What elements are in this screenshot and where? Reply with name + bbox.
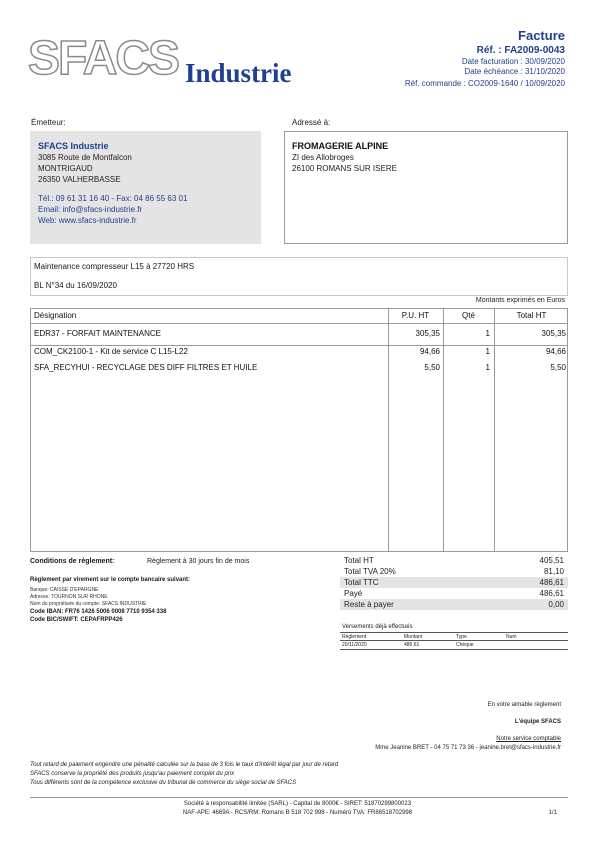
recipient-address-line: ZI des Allobroges: [292, 153, 354, 162]
invoice-date: Date facturation : 30/09/2020: [461, 57, 565, 66]
total-ttc-label: Total TTC: [344, 578, 379, 587]
table-row-designation: COM_CK2100-1 - Kit de service C L15-L22: [34, 347, 188, 356]
table-row-unit-price: 305,35: [415, 329, 440, 338]
accounting-service: Notre service comptable: [496, 736, 561, 742]
conditions-label: Conditions de règlement:: [30, 558, 115, 565]
total-tva-label: Total TVA 20%: [344, 567, 396, 576]
closing-greeting: En votre aimable règlement: [487, 702, 561, 708]
object-line: Maintenance compresseur L15 à 27720 HRS: [34, 262, 195, 271]
payments-title: Versements déjà effectués: [342, 624, 413, 630]
order-reference: Réf. commande : CO2009-1640 / 10/09/2020: [404, 79, 565, 88]
logo-industrie-text: Industrie: [185, 58, 292, 86]
sender-address-line: 26350 VALHERBASSE: [38, 175, 121, 184]
table-row-unit-price: 94,66: [419, 347, 440, 356]
table-row-designation: SFA_RECYHUI - RECYCLAGE DES DIFF FILTRES ET HUILE: [34, 363, 258, 372]
payments-header: [340, 633, 568, 641]
footer-registration-info: NAF-APE: 4669A - RCS/RM: Romans B 518 702 998 - Numéro TVA: FR86518702998: [182, 810, 413, 816]
total-tva-value: 81,10: [543, 567, 564, 576]
table-row-quantity: 1: [485, 347, 490, 356]
payment-conditions: [30, 556, 310, 624]
accounting-contact: Mme Jeanine BRET - 04 75 71 73 36 - jeanine.bret@sfacs-industrie.fr: [375, 745, 561, 751]
document-title: Facture: [518, 28, 565, 43]
header-total: Total HT: [516, 311, 547, 320]
sender-address-line: 3085 Route de Montfalcon: [38, 153, 132, 162]
payment-date: 20/11/2020: [342, 642, 367, 648]
signature-team: L'équipe SFACS: [514, 719, 561, 725]
company-logo: [28, 30, 318, 86]
header-designation: Désignation: [34, 311, 77, 320]
payments-made: [340, 624, 568, 650]
footer-company-info: Société à responsabilité limitée (SARL) - Capital de 8000€ - SIRET: 51870299800023: [183, 801, 412, 807]
sender-box: [30, 131, 261, 244]
total-ht-label: Total HT: [344, 556, 374, 565]
remaining-row: [340, 599, 568, 610]
bank-address: Adresse: TOURNON SUR RHONE: [30, 594, 108, 600]
due-date: Date échéance : 31/10/2020: [464, 67, 565, 76]
total-tva-row: [340, 566, 568, 577]
invoice-reference: Réf. : FA2009-0043: [476, 45, 565, 56]
page-number: 1/1: [548, 810, 557, 816]
account-owner: Nom du propriétaire du compte: SFACS INDUSTRIE: [30, 601, 147, 607]
payments-header-type: Type: [456, 634, 467, 640]
payments-row: [340, 641, 568, 649]
legal-line: SFACS conserve la propriété des produits jusqu'au paiement complet du prix: [30, 771, 235, 777]
totals-block: [340, 555, 568, 610]
legal-line: Tous différents sont de la compétence exclusive du tribunal de commerce du siège social de SFACS: [30, 780, 297, 786]
legal-line: Tout retard de paiement engendre une pénalité calculée sur la base de 3 fois le taux d'intérêt légal par jour de retard: [30, 762, 339, 768]
remaining-value: 0,00: [548, 600, 564, 609]
payments-header-reglement: Règlement: [342, 634, 367, 640]
table-row-total: 305,35: [541, 329, 566, 338]
sender-label: Émetteur:: [31, 118, 66, 127]
sender-name: SFACS Industrie: [38, 141, 109, 151]
payment-amount: 486,61: [404, 642, 420, 648]
sender-website[interactable]: Web: www.sfacs-industrie.fr: [38, 216, 137, 225]
table-row-designation: EDR37 - FORFAIT MAINTENANCE: [34, 329, 161, 338]
table-row-unit-price: 5,50: [424, 363, 440, 372]
paid-value: 486,61: [539, 589, 564, 598]
sender-address-line: MONTRIGAUD: [38, 164, 93, 173]
footer-divider: [30, 797, 568, 798]
footer: [60, 800, 535, 818]
remaining-label: Reste à payer: [344, 600, 394, 609]
total-ttc-value: 486,61: [539, 578, 564, 587]
payment-type: Chèque: [456, 642, 474, 648]
sender-email[interactable]: Email: info@sfacs-industrie.fr: [38, 205, 143, 214]
delivery-note: BL N°34 du 16/09/2020: [34, 281, 117, 290]
payments-header-montant: Montant: [404, 634, 423, 640]
recipient-address-line: 26100 ROMANS SUR ISERE: [292, 164, 397, 173]
payments-table: [340, 632, 568, 650]
sender-phone: Tél.: 09 61 31 16 40 - Fax: 04 86 55 63 01: [38, 194, 188, 203]
legal-notice: [30, 761, 550, 788]
bic-swift: Code BIC/SWIFT: CEPAFRPP426: [30, 617, 123, 623]
total-ttc-row: [340, 577, 568, 588]
table-row-total: 94,66: [545, 347, 566, 356]
bank-transfer-title: Règlement par virement sur le compte bancaire suivant:: [30, 577, 191, 583]
table-row-quantity: 1: [485, 363, 490, 372]
invoice-header: [325, 28, 565, 89]
header-unit-price: P.U. HT: [401, 311, 430, 320]
currency-note: Montants exprimés en Euros: [475, 297, 565, 304]
items-table: [30, 308, 568, 552]
table-row-quantity: 1: [485, 329, 490, 338]
conditions-value: Règlement à 30 jours fin de mois: [147, 558, 250, 565]
iban: Code IBAN: FR76 1426 5006 0008 7710 9354 338: [30, 609, 167, 615]
bank-name: Banque: CAISSE D'EPARGNE: [30, 587, 99, 593]
paid-label: Payé: [344, 589, 363, 598]
header-quantity: Qté: [462, 311, 475, 320]
paid-row: [340, 588, 568, 599]
total-ht-row: [340, 555, 568, 566]
total-ht-value: 405,51: [539, 556, 564, 565]
logo-sfacs-text: SFACS: [28, 32, 179, 85]
recipient-box: [284, 131, 568, 244]
table-row-total: 5,50: [550, 363, 566, 372]
recipient-name: FROMAGERIE ALPINE: [292, 141, 389, 151]
recipient-label: Adressé à:: [292, 118, 331, 127]
payments-header-num: Num: [506, 634, 517, 640]
invoice-object-box: [30, 257, 568, 296]
